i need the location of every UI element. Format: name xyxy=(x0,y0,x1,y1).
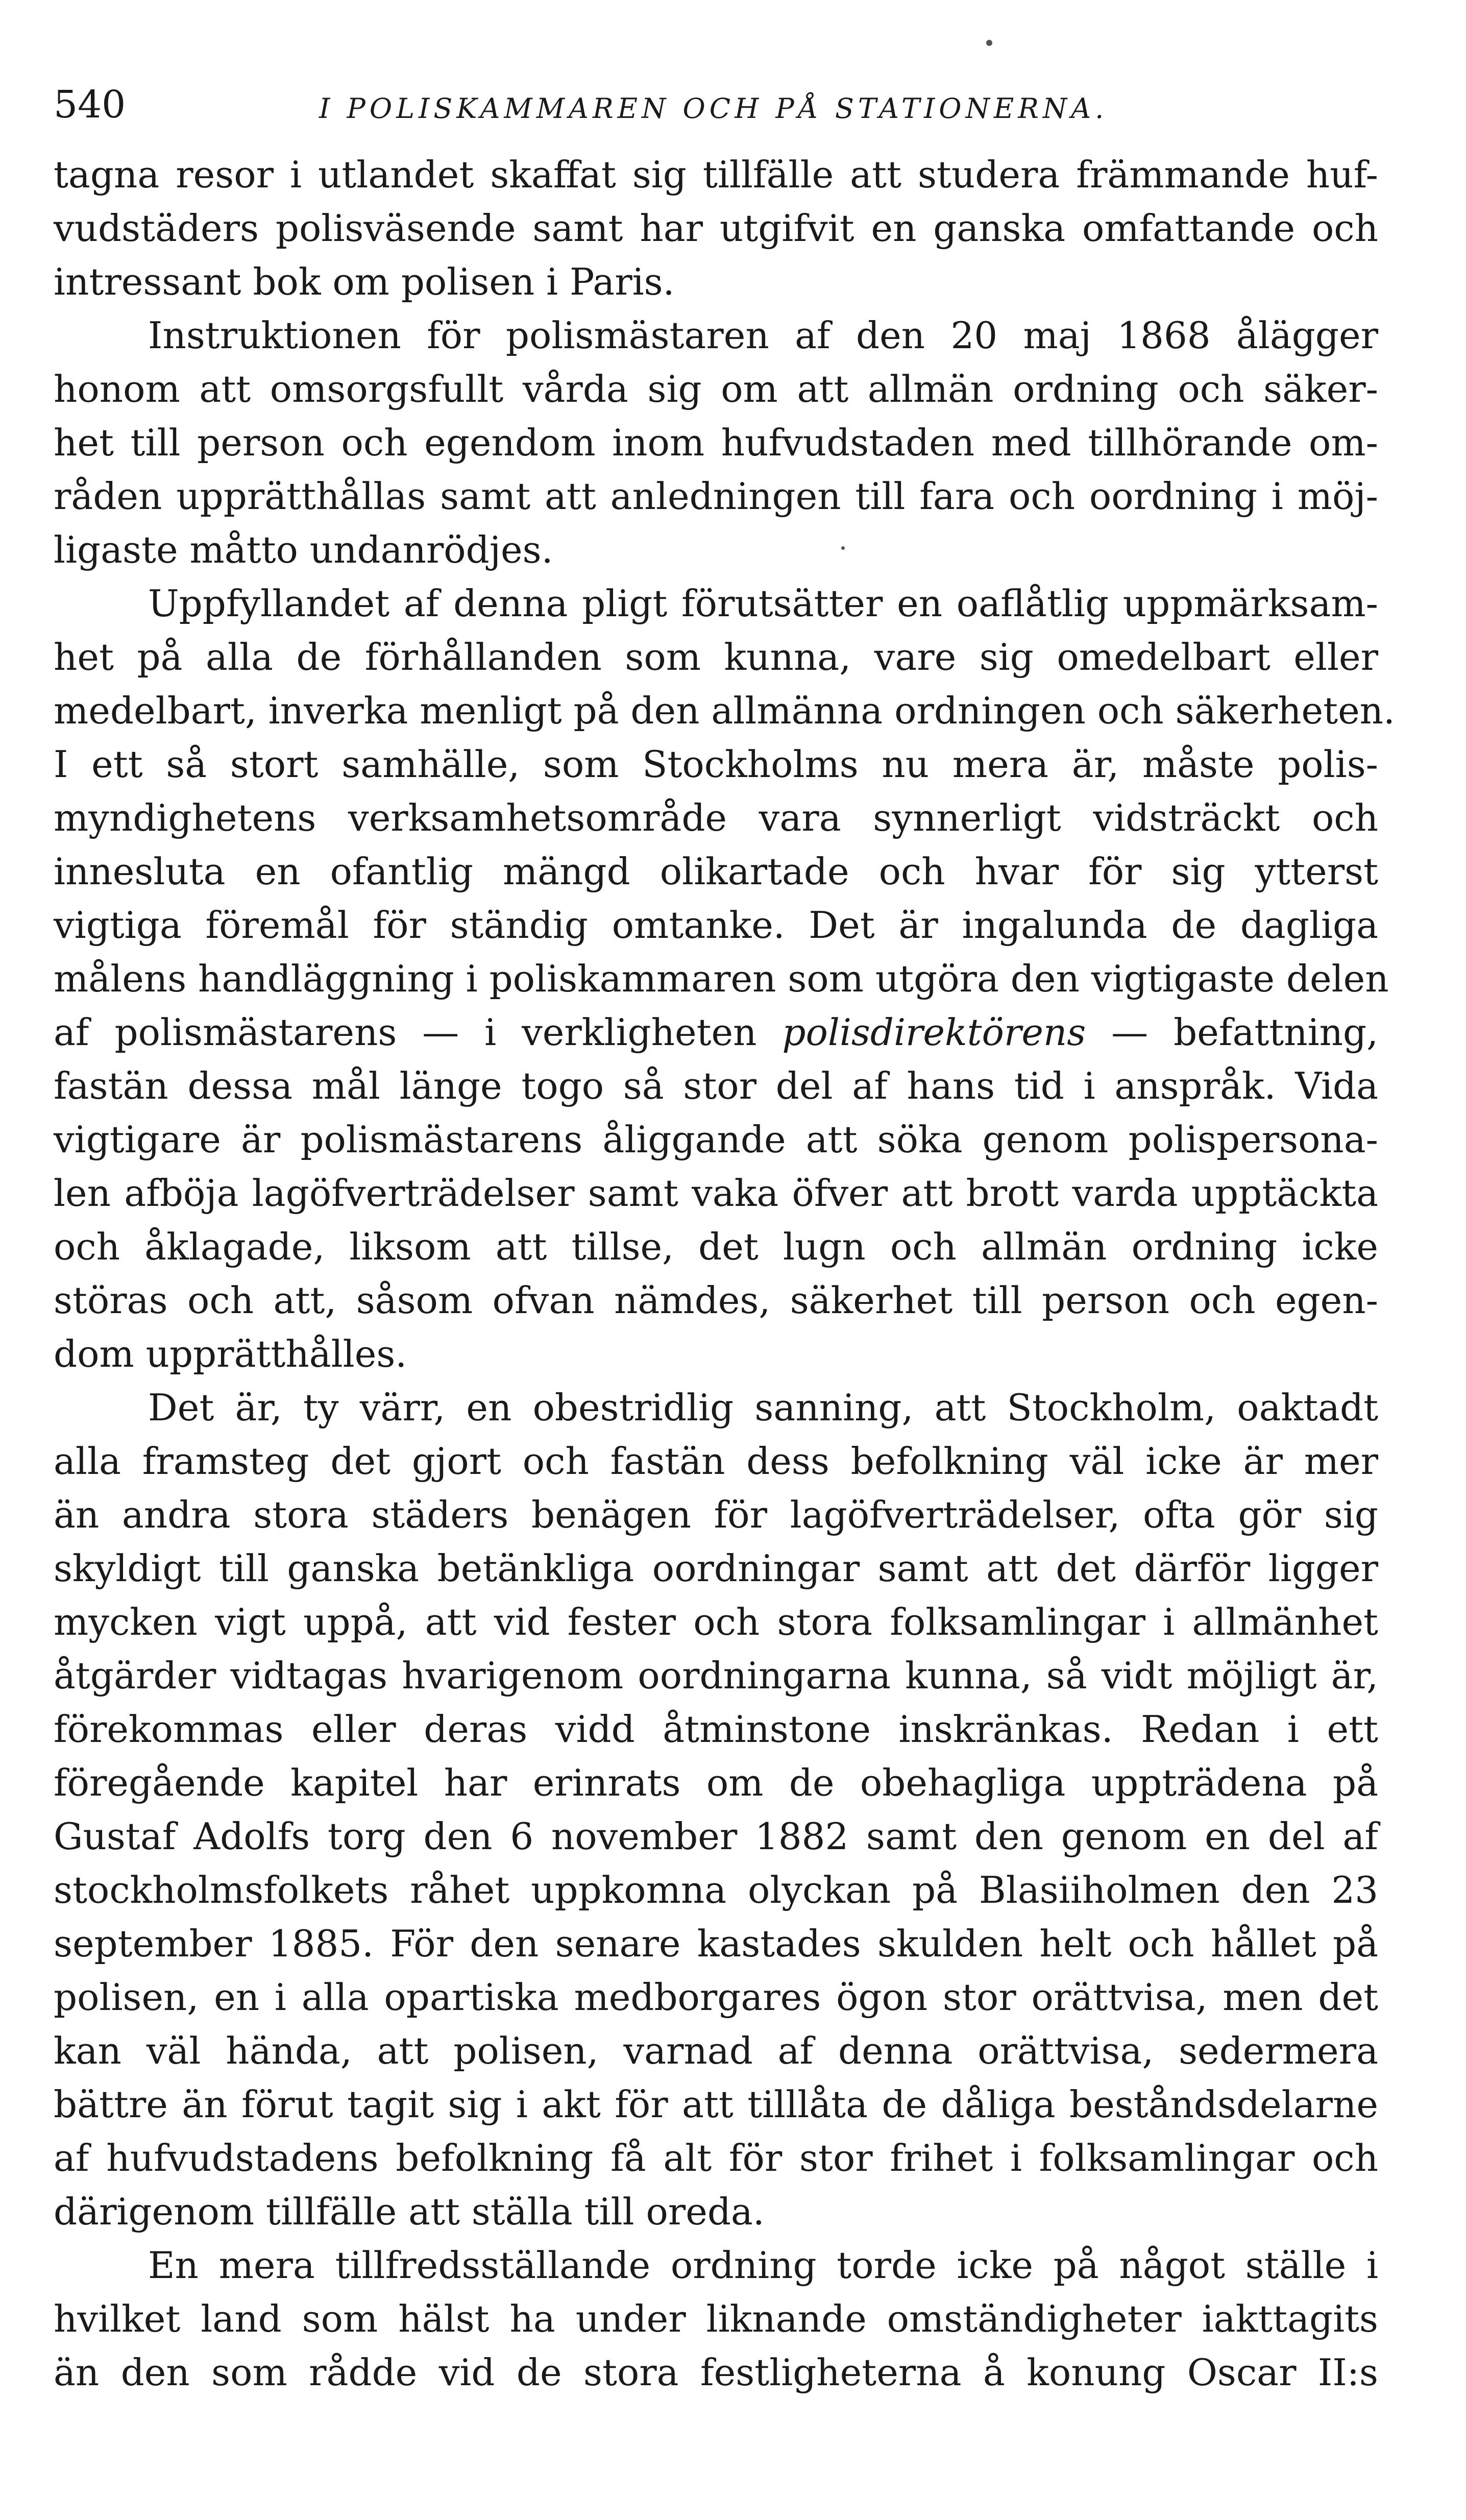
text-line: åtgärder vidtagas hvarigenom oordningarna kunna, så vidt möjligt är, xyxy=(54,1654,1378,1697)
text-line: myndighetens verksamhetsområde vara synnerligt vidsträckt och xyxy=(54,796,1378,839)
text-line: än den som rådde vid de stora festligheterna å konung Oscar II:s xyxy=(54,2351,1378,2394)
text-line: ligaste måtto undanrödjes. xyxy=(54,528,553,571)
text-line: Gustaf Adolfs torg den 6 november 1882 samt den genom en del af xyxy=(54,1815,1378,1858)
body-text xyxy=(54,148,1395,2400)
print-speck xyxy=(986,40,992,46)
text-line: än andra stora städers benägen för lagöfverträdelser, ofta gör sig xyxy=(54,1493,1378,1536)
text-line: vigtigare är polismästarens åliggande att söka genom polispersona- xyxy=(54,1118,1378,1161)
text-line: Instruktionen för polismästaren af den 20 maj 1868 ålägger xyxy=(148,314,1378,357)
text-line: bättre än förut tagit sig i akt för att tilllåta de dåliga beståndsdelarne xyxy=(54,2083,1378,2126)
text-line: I ett så stort samhälle, som Stockholms nu mera är, måste polis- xyxy=(54,743,1378,786)
text-line-with-emphasis: af polismästarens — i verkligheten polisdirektörens — befattning, xyxy=(54,1011,1378,1054)
text-line: dom upprätthålles. xyxy=(54,1332,407,1375)
text-line: vudstäders polisväsende samt har utgifvit en ganska omfattande och xyxy=(54,207,1378,250)
text-line: skyldigt till ganska betänkliga oordningar samt att det därför ligger xyxy=(54,1547,1378,1590)
text-line: störas och att, såsom ofvan nämdes, säkerhet till person och egen- xyxy=(54,1279,1378,1322)
running-title: I POLISKAMMAREN OCH PÅ STATIONERNA. xyxy=(319,92,1108,125)
text-line: innesluta en ofantlig mängd olikartade och hvar för sig ytterst xyxy=(54,850,1378,893)
text-line: af hufvudstadens befolkning få alt för stor frihet i folksamlingar och xyxy=(54,2137,1378,2179)
text-line: honom att omsorgsfullt vårda sig om att allmän ordning och säker- xyxy=(54,368,1378,410)
text-line: föregående kapitel har erinrats om de obehagliga uppträdena på xyxy=(54,1761,1378,1804)
text-line: alla framsteg det gjort och fastän dess befolkning väl icke är mer xyxy=(54,1440,1378,1483)
text-line: och åklagade, liksom att tillse, det lugn och allmän ordning icke xyxy=(54,1225,1378,1268)
text-line: tagna resor i utlandet skaffat sig tillfälle att studera främmande huf- xyxy=(54,153,1378,196)
text-line: kan väl hända, att polisen, varnad af denna orättvisa, sedermera xyxy=(54,2029,1378,2072)
print-speck xyxy=(841,546,845,550)
text-line: Uppfyllandet af denna pligt förutsätter en oaflåtlig uppmärksam- xyxy=(148,582,1378,625)
running-head xyxy=(54,77,1401,133)
text-line: därigenom tillfälle att ställa till oreda. xyxy=(54,2190,765,2233)
text-line: polisen, en i alla opartiska medborgares ögon stor orättvisa, men det xyxy=(54,1976,1378,2019)
text-line: målens handläggning i poliskammaren som utgöra den vigtigaste delen xyxy=(54,957,1389,1000)
text-line: råden upprätthållas samt att anledningen till fara och oordning i möj- xyxy=(54,475,1378,518)
text-line: len afböja lagöfverträdelser samt vaka öfver att brott varda upptäckta xyxy=(54,1172,1378,1215)
text-line: förekommas eller deras vidd åtminstone inskränkas. Redan i ett xyxy=(54,1708,1378,1751)
text-line: september 1885. För den senare kastades skulden helt och hållet på xyxy=(54,1922,1378,1965)
text-line: stockholmsfolkets råhet uppkomna olyckan på Blasiiholmen den 23 xyxy=(54,1869,1378,1911)
page-number: 540 xyxy=(54,83,126,127)
text-line: het på alla de förhållanden som kunna, vare sig omedelbart eller xyxy=(54,636,1378,679)
text-line: medelbart, inverka menligt på den allmänna ordningen och säkerheten. xyxy=(54,689,1395,732)
emphasized-word: polisdirektörens xyxy=(782,1011,1086,1054)
text-line: fastän dessa mål länge togo så stor del af hans tid i anspråk. Vida xyxy=(54,1064,1378,1107)
text-line: het till person och egendom inom hufvudstaden med tillhörande om- xyxy=(54,421,1378,464)
text-line: intressant bok om polisen i Paris. xyxy=(54,260,675,303)
text-line: vigtiga föremål för ständig omtanke. Det är ingalunda de dagliga xyxy=(54,904,1378,947)
text-line: hvilket land som hälst ha under liknande omständigheter iakttagits xyxy=(54,2297,1378,2340)
text-line: mycken vigt uppå, att vid fester och stora folksamlingar i allmänhet xyxy=(54,1601,1378,1643)
text-line: En mera tillfredsställande ordning torde icke på något ställe i xyxy=(148,2244,1378,2287)
text-line: Det är, ty värr, en obestridlig sanning, att Stockholm, oaktadt xyxy=(148,1386,1378,1429)
